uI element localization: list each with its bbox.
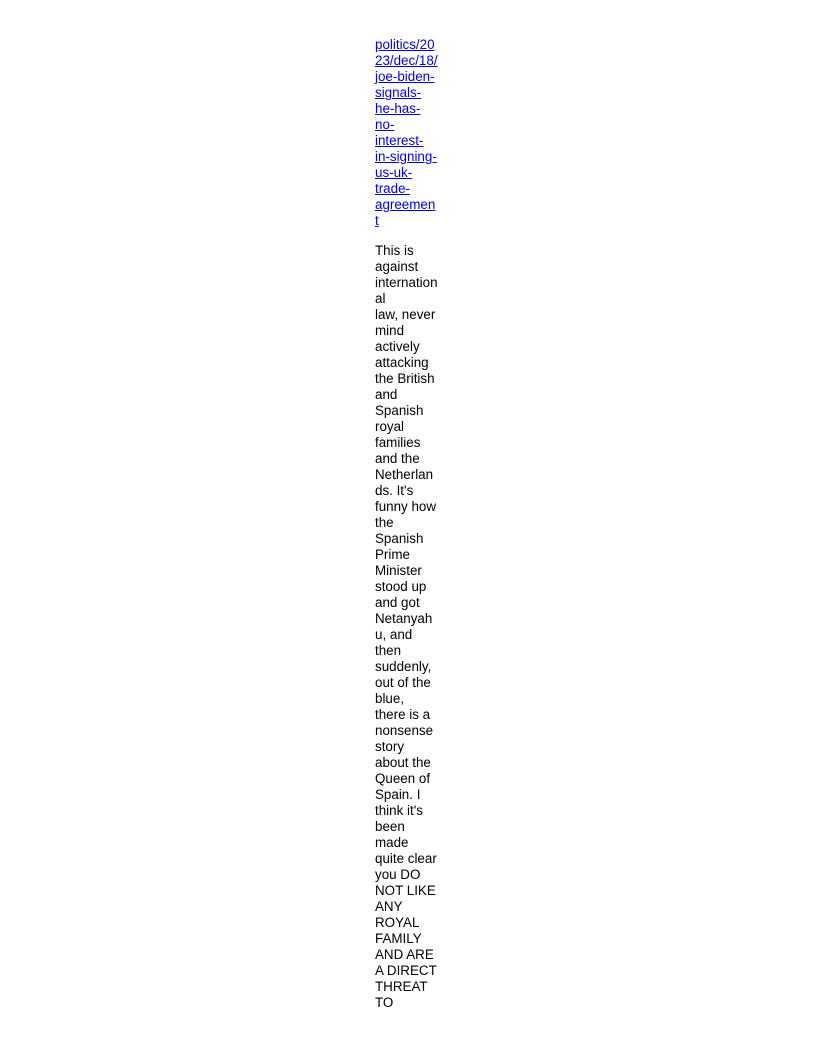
text-line: A DIRECT <box>375 963 437 978</box>
link-line[interactable]: joe-biden- <box>375 69 435 84</box>
text-line: al <box>375 291 386 306</box>
text-line: quite clear <box>375 851 437 866</box>
article-link[interactable] <box>375 37 443 229</box>
text-line: and the <box>375 451 420 466</box>
text-line: mind <box>375 323 405 338</box>
text-line: then <box>375 643 402 658</box>
text-line: internation <box>375 275 438 290</box>
link-line[interactable]: signals- <box>375 85 422 100</box>
text-line: about the <box>375 755 431 770</box>
text-line: attacking <box>375 355 429 370</box>
text-line: against <box>375 259 419 274</box>
text-line: made <box>375 835 409 850</box>
link-line[interactable]: us-uk- <box>375 165 413 180</box>
link-line[interactable]: in-signing- <box>375 149 437 164</box>
text-line: royal <box>375 419 405 434</box>
text-line: blue, <box>375 691 405 706</box>
text-line: suddenly, <box>375 659 432 674</box>
text-line: stood up <box>375 579 427 594</box>
document-column <box>375 37 443 1011</box>
text-line: law, never <box>375 307 436 322</box>
text-line: funny how <box>375 499 437 514</box>
link-line[interactable]: t <box>375 213 379 228</box>
text-line: Netherlan <box>375 467 434 482</box>
text-line: Spanish <box>375 403 424 418</box>
text-line: Netanyah <box>375 611 433 626</box>
text-line: out of the <box>375 675 431 690</box>
text-line: FAMILY <box>375 931 422 946</box>
text-line: story <box>375 739 405 754</box>
text-line: think it's <box>375 803 423 818</box>
text-line: ANY <box>375 899 403 914</box>
text-line: ds. It's <box>375 483 414 498</box>
text-line: Minister <box>375 563 422 578</box>
text-line: and got <box>375 595 420 610</box>
text-line: Queen of <box>375 771 431 786</box>
text-line: been <box>375 819 405 834</box>
text-line: NOT LIKE <box>375 883 436 898</box>
body-paragraph <box>375 243 443 1011</box>
link-line[interactable]: politics/20 <box>375 37 435 52</box>
text-line: This is <box>375 243 414 258</box>
link-line[interactable]: 23/dec/18/ <box>375 53 438 68</box>
link-line[interactable]: agreemen <box>375 197 436 212</box>
text-line: u, and <box>375 627 413 642</box>
text-line: TO <box>375 995 394 1010</box>
text-line: you DO <box>375 867 421 882</box>
text-line: actively <box>375 339 420 354</box>
text-line: Prime <box>375 547 410 562</box>
text-line: Spain. I <box>375 787 421 802</box>
link-line[interactable]: interest- <box>375 133 424 148</box>
text-line: AND ARE <box>375 947 434 962</box>
text-line: families <box>375 435 421 450</box>
text-line: Spanish <box>375 531 424 546</box>
text-line: the British <box>375 371 435 386</box>
text-line: there is a <box>375 707 431 722</box>
text-line: the <box>375 515 394 530</box>
text-line: ROYAL <box>375 915 420 930</box>
text-line: and <box>375 387 398 402</box>
link-line[interactable]: no- <box>375 117 395 132</box>
text-line: THREAT <box>375 979 428 994</box>
link-line[interactable]: he-has- <box>375 101 421 116</box>
text-line: nonsense <box>375 723 434 738</box>
link-line[interactable]: trade- <box>375 181 410 196</box>
